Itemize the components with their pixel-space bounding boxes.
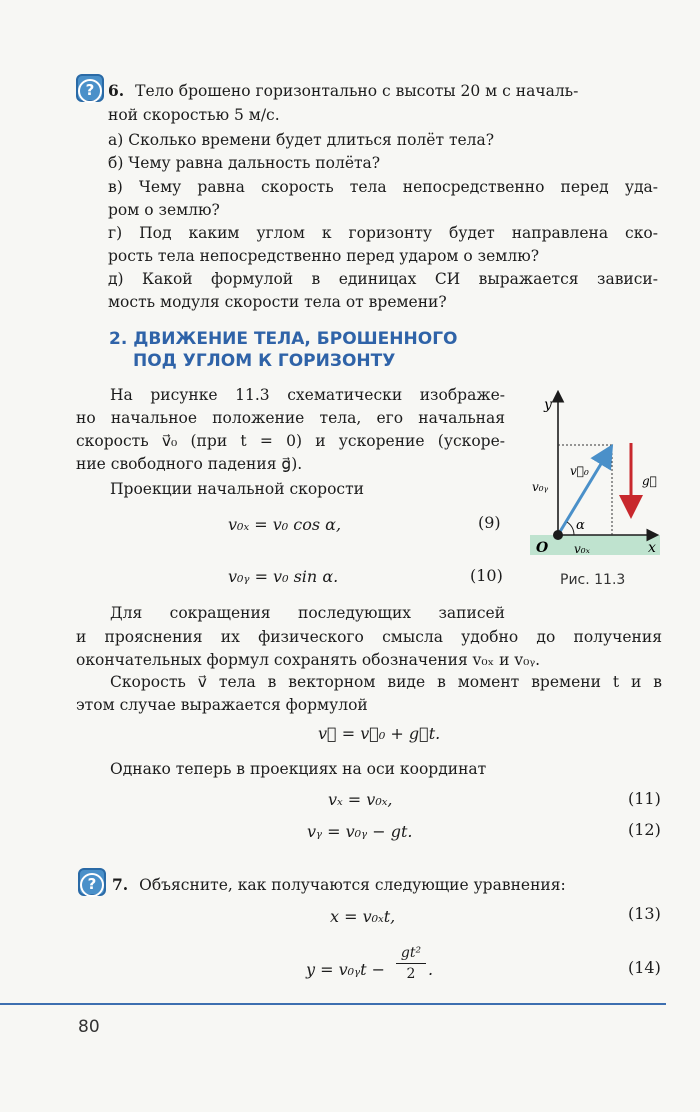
figure-caption: Рис. 11.3 bbox=[560, 572, 626, 588]
paragraph-line: окончательных формул сохранять обозначения v₀ₓ и v₀ᵧ. bbox=[76, 651, 541, 669]
x-label: x bbox=[648, 540, 656, 556]
origin-label: O bbox=[536, 540, 549, 556]
question-item-a: а) Сколько времени будет длиться полёт тела? bbox=[108, 131, 495, 149]
fraction-bar bbox=[396, 963, 426, 964]
question-6 bbox=[108, 80, 578, 102]
equation-number: (9) bbox=[478, 513, 501, 532]
v0y-label: v₀ᵧ bbox=[532, 480, 549, 494]
question-item-e-cont: мость модуля скорости тела от времени? bbox=[108, 293, 447, 311]
intro-line: скорость v⃗₀ (при t = 0) и ускорение (ускоре- bbox=[76, 432, 505, 450]
angle-arc bbox=[567, 522, 574, 535]
paragraph-line: и прояснения их физического смысла удобно до получения bbox=[76, 628, 662, 646]
equation-12: vᵧ = v₀ᵧ − gt. bbox=[307, 822, 413, 841]
question-item-d-cont: рость тела непосредственно перед ударом о землю? bbox=[108, 247, 540, 265]
equation-14-fraction bbox=[396, 944, 426, 983]
y-label: y bbox=[544, 397, 552, 413]
question-number: 6. bbox=[108, 81, 125, 100]
equation-13: x = v₀ₓt, bbox=[330, 907, 396, 926]
fraction-denominator: 2 bbox=[406, 966, 416, 982]
equation-number: (10) bbox=[470, 566, 503, 585]
ground bbox=[530, 535, 660, 555]
body-point bbox=[553, 530, 563, 540]
page-number: 80 bbox=[78, 1017, 100, 1037]
question-item-d: г) Под каким углом к горизонту будет направлена ско- bbox=[108, 224, 658, 242]
intro-line: но начальное положение тела, его начальная bbox=[76, 409, 505, 427]
paragraph-line: Для сокращения последующих записей bbox=[110, 604, 505, 622]
equation-number: (14) bbox=[628, 958, 661, 977]
equation-number: (11) bbox=[628, 789, 661, 808]
question-text-line: Объясните, как получаются следующие уравнения: bbox=[139, 876, 566, 894]
equation-number: (13) bbox=[628, 904, 661, 923]
v0-label: v⃗₀ bbox=[570, 464, 589, 478]
equation-9: v₀ₓ = v₀ cos α, bbox=[228, 515, 342, 534]
footer-rule bbox=[0, 1003, 666, 1005]
paragraph-line: этом случае выражается формулой bbox=[76, 696, 368, 714]
equation-11: vₓ = v₀ₓ, bbox=[328, 790, 393, 809]
question-text-line: ной скоростью 5 м/с. bbox=[108, 106, 280, 124]
paragraph-line: Скорость v⃗ тела в векторном виде в момент времени t и в bbox=[110, 673, 662, 691]
equation-14-tail: . bbox=[428, 960, 434, 979]
figure-11-3 bbox=[530, 385, 665, 565]
question-item-b: б) Чему равна дальность полёта? bbox=[108, 154, 381, 172]
section-heading-line1: 2. ДВИЖЕНИЕ ТЕЛА, БРОШЕННОГО bbox=[109, 329, 458, 349]
question-item-c-cont: ром о землю? bbox=[108, 201, 220, 219]
question-icon: ? bbox=[76, 74, 104, 102]
v0x-label: v₀ₓ bbox=[574, 542, 590, 556]
question-text-line: Тело брошено горизонтально с высоты 20 м с началь- bbox=[135, 82, 579, 100]
intro-line: ние свободного падения g⃗). bbox=[76, 455, 303, 473]
question-number: 7. bbox=[112, 875, 129, 894]
equation-14-left: y = v₀ᵧt − bbox=[306, 960, 386, 979]
fraction-numerator: gt² bbox=[400, 945, 422, 961]
paragraph-line: Однако теперь в проекциях на оси координат bbox=[110, 760, 487, 778]
question-icon: ? bbox=[78, 868, 106, 896]
section-heading-line2: ПОД УГЛОМ К ГОРИЗОНТУ bbox=[133, 351, 396, 371]
intro-line: На рисунке 11.3 схематически изображе- bbox=[110, 386, 505, 404]
equation-10: v₀ᵧ = v₀ sin α. bbox=[228, 567, 339, 586]
g-label: g⃗ bbox=[642, 474, 657, 488]
equation-vector: v⃗ = v⃗₀ + g⃗t. bbox=[318, 724, 441, 743]
question-item-e: д) Какой формулой в единицах СИ выражается зависи- bbox=[108, 270, 658, 288]
alpha-label: α bbox=[576, 518, 585, 533]
projections-text: Проекции начальной скорости bbox=[110, 480, 364, 498]
question-7 bbox=[112, 874, 566, 896]
equation-number: (12) bbox=[628, 820, 661, 839]
question-item-c: в) Чему равна скорость тела непосредственно перед уда- bbox=[108, 178, 658, 196]
